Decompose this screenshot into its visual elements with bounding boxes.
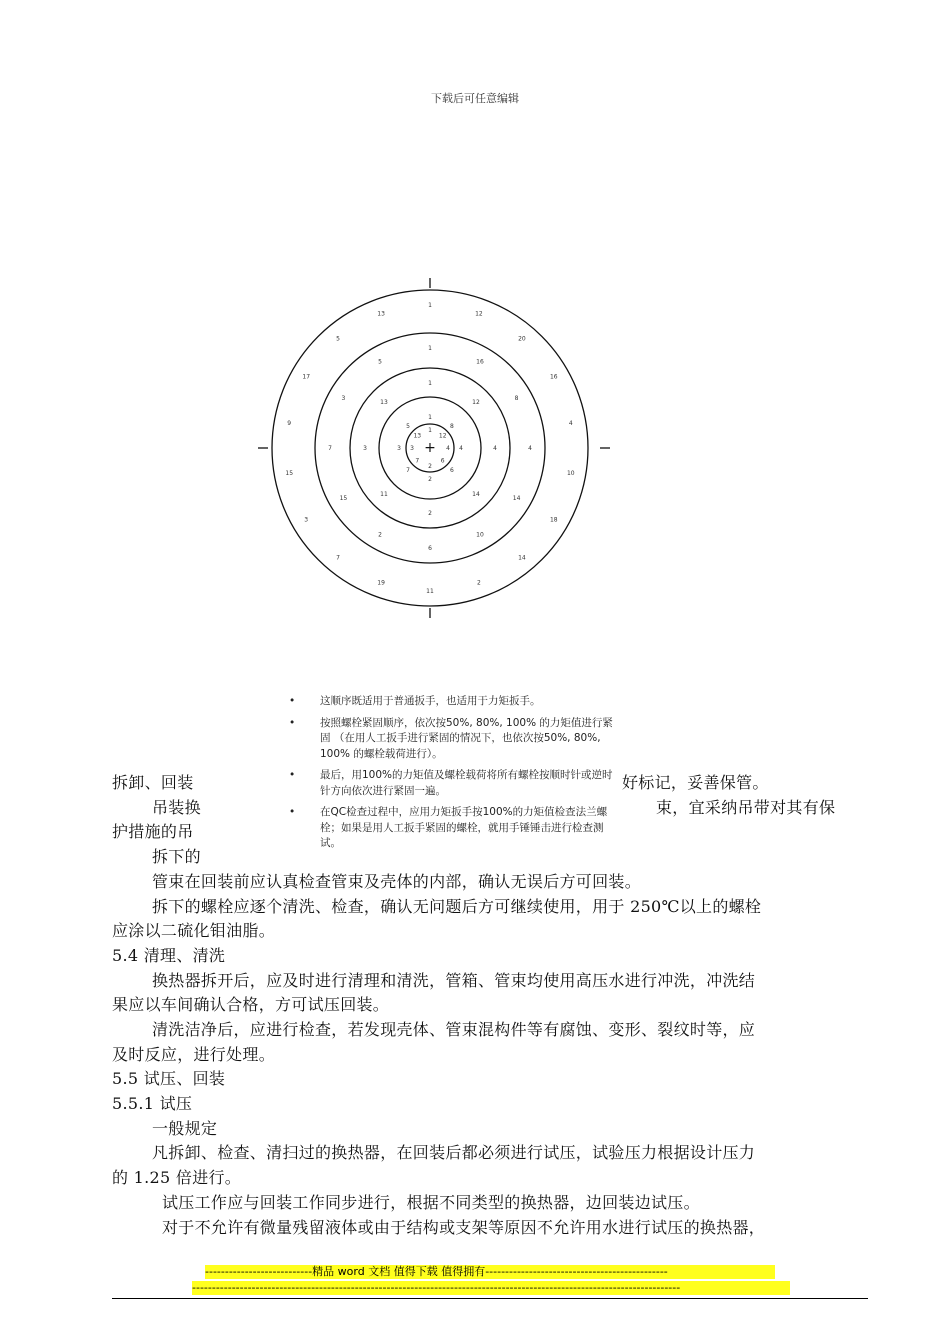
bolt-number-label: 18 bbox=[549, 516, 558, 524]
bolt-number-label: 4 bbox=[568, 420, 573, 428]
bolt-number-label: 5 bbox=[378, 358, 382, 366]
bolt-number-label: 12 bbox=[438, 432, 447, 440]
bolt-number-label: 1 bbox=[428, 427, 432, 434]
footer-banner-line-1: ---------------------------精品 word 文档 值得下载 值得拥有---------------------------------------------- bbox=[205, 1265, 775, 1279]
bullet-icon: • bbox=[289, 716, 296, 729]
bolt-number-label: 14 bbox=[512, 495, 521, 502]
para-line-16: 凡拆卸、检查、清扫过的换热器，在回装后都必须进行试压，试验压力根据设计压力 bbox=[152, 1143, 756, 1162]
para-line-12: 及时反应，进行处理。 bbox=[112, 1045, 276, 1064]
bolt-number-label: 16 bbox=[476, 358, 484, 366]
page-header: 下载后可任意编辑 bbox=[431, 92, 519, 105]
bolt-number-label: 2 bbox=[476, 579, 481, 587]
bolt-number-label: 7 bbox=[336, 554, 341, 562]
bullet-icon: • bbox=[289, 695, 296, 707]
bolt-number-label: 3 bbox=[304, 516, 309, 524]
bolt-number-label: 7 bbox=[328, 445, 332, 452]
bolt-number-label: 2 bbox=[428, 476, 432, 483]
bolt-number-label: 4 bbox=[528, 445, 532, 452]
note-item-4: • 在QC检查过程中，应用力矩扳手按100%的力矩值检查法兰螺栓；如果是用人工扳手紧固的螺栓，就用手锤锤击进行检查测试。 bbox=[289, 806, 608, 849]
bolt-number-label: 9 bbox=[287, 420, 292, 428]
para-line-3-left: 护措施的吊 bbox=[112, 822, 194, 841]
bolt-number-label: 16 bbox=[549, 373, 558, 381]
para-line-5: 管束在回装前应认真检查管束及壳体的内部，确认无误后方可回装。 bbox=[152, 872, 642, 891]
para-line-1-right: 好标记，妥善保管。 bbox=[622, 773, 769, 792]
para-line-2-right: 束，宜采纳吊带对其有保 bbox=[656, 798, 836, 817]
bolt-number-label: 2 bbox=[428, 463, 432, 470]
bolt-number-label: 3 bbox=[341, 395, 346, 402]
bolt-number-label: 12 bbox=[472, 399, 480, 406]
bolt-number-label: 20 bbox=[518, 335, 526, 343]
bolt-number-label: 1 bbox=[428, 345, 432, 352]
bolt-number-label: 10 bbox=[566, 469, 575, 477]
para-line-4-left: 拆下的 bbox=[152, 847, 201, 866]
bolt-number-label: 1 bbox=[428, 380, 432, 387]
para-line-11: 清洗洁净后，应进行检查，若发现壳体、管束混构件等有腐蚀、变形、裂纹时等，应 bbox=[152, 1020, 756, 1039]
bolt-number-label: 11 bbox=[426, 588, 434, 595]
bolt-number-label: 11 bbox=[380, 491, 388, 498]
bolt-number-label: 10 bbox=[476, 531, 484, 539]
footer-rule bbox=[112, 1298, 868, 1299]
note-item-3: • 最后，用100%的力矩值及螺栓载荷将所有螺栓按顺时针或逆时针方向依次进行紧固一遍。 bbox=[289, 769, 613, 797]
bolt-number-label: 1 bbox=[428, 414, 432, 421]
bolt-number-label: 7 bbox=[406, 466, 411, 474]
para-line-18: 试压工作应与回装工作同步进行，根据不同类型的换热器，边回装边试压。 bbox=[162, 1193, 700, 1212]
bolt-number-label: 6 bbox=[428, 545, 432, 552]
bolt-number-label: 4 bbox=[459, 445, 463, 452]
footer-banner-line-2: --------------------------------------------------------------------------------------------------------------------------- bbox=[192, 1281, 790, 1295]
bolt-number-label: 1 bbox=[428, 302, 432, 309]
tightening-notes-box bbox=[280, 684, 618, 872]
bolt-number-label: 5 bbox=[406, 423, 411, 431]
bullet-icon: • bbox=[289, 806, 296, 818]
bolt-number-label: 4 bbox=[446, 445, 450, 452]
bullet-icon: • bbox=[289, 769, 296, 781]
bolt-number-label: 14 bbox=[518, 554, 526, 562]
bolt-number-label: 2 bbox=[428, 510, 432, 517]
bolt-number-label: 5 bbox=[336, 335, 341, 343]
bolt-number-label: 12 bbox=[475, 310, 483, 318]
bolt-number-label: 6 bbox=[449, 466, 454, 474]
section-heading-5-4: 5.4 清理、清洗 bbox=[112, 946, 226, 965]
para-line-7: 应涂以二硫化钼油脂。 bbox=[112, 921, 276, 940]
para-line-19: 对于不允许有微量残留液体或由于结构或支架等原因不允许用水进行试压的换热器， bbox=[162, 1218, 766, 1237]
bolt-number-label: 13 bbox=[413, 432, 422, 440]
para-line-6: 拆下的螺栓应逐个清洗、检查，确认无问题后方可继续使用，用于 250℃以上的螺栓 bbox=[152, 897, 762, 916]
bolt-number-label: 8 bbox=[449, 423, 454, 431]
bolt-number-label: 15 bbox=[285, 469, 294, 477]
para-line-9: 换热器拆开后，应及时进行清理和清洗，管箱、管束均使用高压水进行冲洗，冲洗结 bbox=[152, 971, 756, 990]
bolt-number-label: 3 bbox=[410, 445, 414, 452]
bolt-number-label: 17 bbox=[302, 373, 311, 381]
bolt-number-label: 6 bbox=[440, 457, 445, 465]
bolt-number-label: 8 bbox=[514, 395, 519, 402]
bolt-number-label: 2 bbox=[378, 531, 382, 539]
note-item-2: • 按照螺栓紧固顺序，依次按50%, 80%, 100% 的力矩值进行紧固 （在用人工扳手进行紧固的情况下，也依次按50%, 80%, 100% 的螺栓载荷进行）。 bbox=[289, 716, 613, 760]
para-line-10: 果应以车间确认合格，方可试压回装。 bbox=[112, 995, 390, 1014]
center-plus-mark: + bbox=[424, 440, 436, 456]
bolt-number-label: 3 bbox=[397, 445, 401, 452]
para-line-2-left: 吊装换 bbox=[152, 798, 201, 817]
section-heading-5-5-1: 5.5.1 试压 bbox=[112, 1094, 193, 1113]
subheading-general: 一般规定 bbox=[152, 1119, 218, 1138]
bolt-number-label: 7 bbox=[415, 457, 420, 465]
para-line-1-left: 拆卸、回装 bbox=[112, 773, 194, 792]
bolt-tightening-sequence-diagram bbox=[250, 268, 620, 623]
bolt-number-label: 19 bbox=[377, 579, 385, 587]
section-heading-5-5: 5.5 试压、回装 bbox=[112, 1069, 226, 1088]
para-line-17: 的 1.25 倍进行。 bbox=[112, 1168, 242, 1187]
bolt-number-label: 15 bbox=[339, 495, 348, 502]
bolt-number-label: 13 bbox=[380, 399, 388, 406]
bolt-number-label: 4 bbox=[493, 445, 497, 452]
note-item-1: • 这顺序既适用于普通扳手，也适用于力矩扳手。 bbox=[280, 694, 618, 710]
bolt-number-label: 13 bbox=[377, 310, 385, 318]
bolt-number-label: 3 bbox=[363, 445, 367, 452]
bolt-number-label: 14 bbox=[472, 491, 480, 498]
